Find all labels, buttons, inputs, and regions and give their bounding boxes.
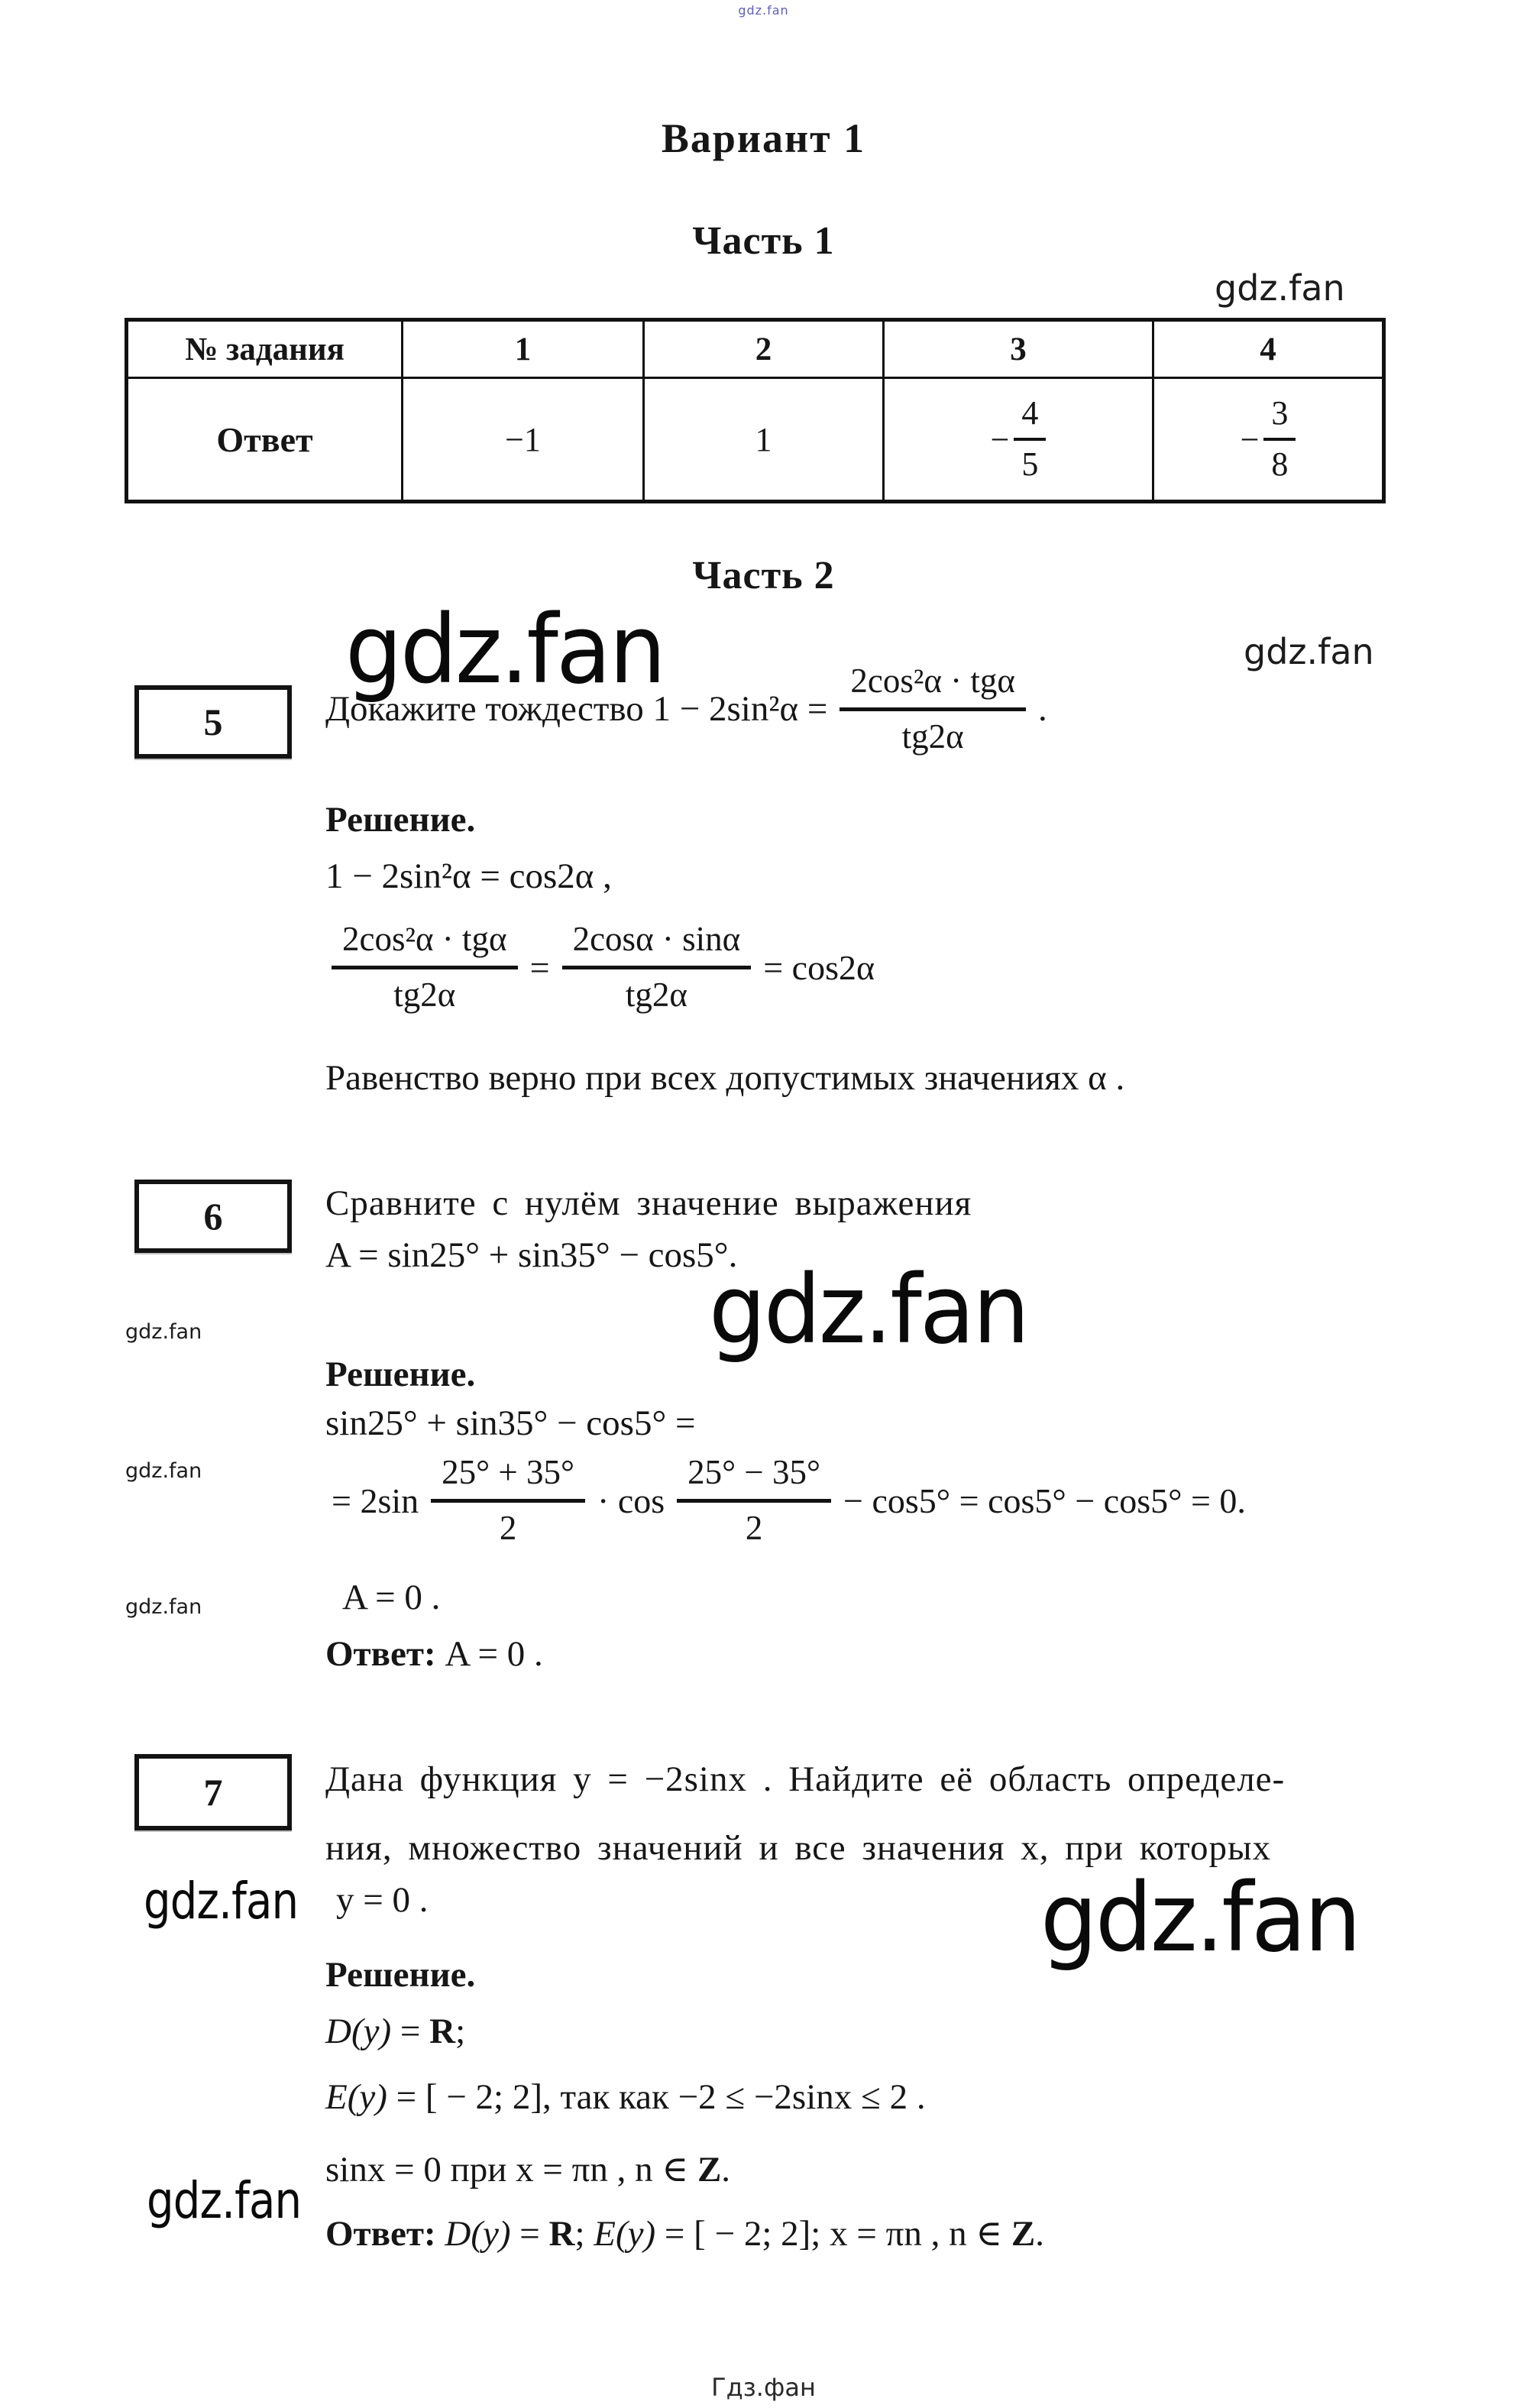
answer-cell-2: 1 — [644, 378, 884, 502]
watermark-site-2: gdz.fan — [1244, 631, 1374, 672]
problem-5-statement — [325, 660, 1047, 759]
problem-7-statement-line-3: y = 0 . — [336, 1880, 429, 1920]
fraction-minus: − — [990, 420, 1010, 458]
problem-7-solution-line-3 — [325, 2148, 730, 2190]
fraction-denominator: tg2α — [393, 975, 456, 1014]
separator: ; — [574, 2214, 594, 2254]
fraction-numerator: 3 — [1263, 394, 1296, 441]
answer-value: A = 0 . — [445, 1634, 543, 1674]
problem-5-statement-period: . — [1037, 689, 1047, 730]
equals-sign: = — [529, 947, 550, 987]
problem-7-solution-line-1 — [325, 2011, 465, 2052]
function-e-of-y: E(y) — [325, 2077, 387, 2117]
watermark-left-2: gdz.fan — [125, 1459, 202, 1483]
period: . — [721, 2150, 731, 2190]
set-r: R — [548, 2214, 575, 2254]
problem-5-statement-text: Докажите тождество 1 − 2sin²α = — [325, 689, 828, 730]
fraction-numerator: 25° + 35° — [431, 1452, 585, 1503]
equation-result: = cos2α — [763, 947, 875, 987]
problem-5-statement-fraction — [840, 660, 1026, 759]
problem-7-answer — [325, 2212, 1044, 2254]
watermark-left-3: gdz.fan — [125, 1595, 202, 1619]
answer-fraction — [1014, 394, 1046, 484]
answer-row-label: Ответ — [127, 378, 403, 502]
fraction-numerator: 2cos²α · tgα — [332, 918, 518, 969]
problem-7-statement-line-2: ния, множество значений и все значения x, при которых — [325, 1828, 1272, 1868]
problem-5-number-box — [134, 685, 292, 759]
table-answer-row — [127, 378, 1384, 502]
equation-fraction-2 — [562, 918, 752, 1017]
heading-part2: Часть 2 — [692, 554, 835, 597]
heading-part1: Часть 1 — [692, 219, 835, 263]
table-task-number-1: 1 — [403, 320, 644, 378]
page-title: Вариант 1 — [661, 115, 866, 161]
set-z: Z — [697, 2150, 722, 2190]
watermark-top: gdz.fan — [738, 3, 789, 18]
answer-label: Ответ: — [325, 1634, 436, 1674]
equals: = — [391, 2012, 430, 2051]
footer-site-name: Гдз.фан — [711, 2373, 816, 2402]
problem-7-number: 7 — [203, 1771, 223, 1814]
fraction-denominator: 2 — [499, 1508, 517, 1547]
set-z: Z — [1011, 2214, 1036, 2254]
problem-5-conclusion: Равенство верно при всех допустимых значениях α . — [325, 1058, 1125, 1098]
problem-6-solution-label: Решение. — [325, 1354, 476, 1394]
problem-6-statement-line-1: Сравните с нулём значение выражения — [325, 1183, 972, 1223]
watermark-inline-7: gdz.fan — [144, 1872, 299, 1931]
fraction-minus: − — [1240, 420, 1260, 458]
fraction-denominator: 8 — [1271, 445, 1289, 483]
problem-7-solution-label: Решение. — [325, 1955, 476, 1995]
answer-cell-4 — [1153, 378, 1384, 502]
table-header-task: № задания — [127, 320, 403, 378]
fraction-numerator: 2cosα · sinα — [562, 918, 752, 969]
problem-5-solution-line-1: 1 − 2sin²α = cos2α , — [325, 856, 612, 896]
watermark-left-1: gdz.fan — [125, 1320, 202, 1344]
fraction-denominator: tg2α — [901, 717, 964, 756]
table-task-number-4: 4 — [1153, 320, 1384, 378]
table-task-number-2: 2 — [644, 320, 884, 378]
equation-middle: · cos — [597, 1481, 665, 1520]
answer-fraction — [1263, 394, 1296, 484]
fraction-numerator: 2cos²α · tgα — [840, 660, 1026, 711]
equation-fraction-1 — [332, 918, 518, 1017]
equation-fraction-2 — [677, 1452, 831, 1550]
equation-end: − cos5° = cos5° − cos5° = 0. — [843, 1481, 1246, 1520]
range-text: = [ − 2; 2], так как −2 ≤ −2sinx ≤ 2 . — [387, 2077, 926, 2117]
problem-5-solution-equation — [332, 918, 875, 1017]
function-d-of-y: D(y) — [325, 2012, 392, 2051]
problem-6-solution-line-1: sin25° + sin35° − cos5° = — [325, 1403, 696, 1443]
problem-7-solution-line-2 — [325, 2076, 926, 2118]
watermark-big-1: gdz.fan — [345, 595, 665, 705]
problem-6-number-box — [134, 1180, 292, 1253]
function-d-of-y: D(y) — [445, 2214, 511, 2254]
answer-cell-1: −1 — [403, 378, 644, 502]
equation-start: = 2sin — [332, 1481, 419, 1520]
fraction-denominator: 2 — [745, 1508, 763, 1547]
fraction-denominator: 5 — [1021, 445, 1039, 483]
answer-label: Ответ: — [325, 2214, 436, 2254]
problem-5-solution-label: Решение. — [325, 800, 476, 840]
fraction-denominator: tg2α — [625, 975, 687, 1014]
answer-table — [125, 318, 1386, 503]
watermark-bottom-left: gdz.fan — [147, 2171, 302, 2230]
problem-6-solution-equation — [332, 1452, 1246, 1550]
roots-value: x = πn , n ∈ — [830, 2214, 1011, 2254]
semicolon: ; — [455, 2012, 466, 2051]
range-value: = [ − 2; 2]; — [655, 2214, 830, 2254]
answer-cell-3 — [884, 378, 1153, 502]
problem-7-statement-line-1: Дана функция y = −2sinx . Найдите её область определе- — [325, 1759, 1286, 1799]
function-e-of-y: E(y) — [594, 2214, 656, 2254]
watermark-big-2: gdz.fan — [709, 1255, 1028, 1365]
watermark-site-1: gdz.fan — [1215, 267, 1345, 309]
problem-6-number: 6 — [203, 1195, 223, 1238]
problem-7-number-box — [134, 1754, 292, 1830]
equation-fraction-1 — [431, 1452, 585, 1550]
problem-6-answer — [325, 1633, 543, 1675]
period: . — [1035, 2214, 1044, 2254]
table-task-number-3: 3 — [884, 320, 1153, 378]
problem-5-number: 5 — [203, 701, 223, 743]
problem-6-statement-line-2: A = sin25° + sin35° − cos5°. — [325, 1235, 738, 1275]
problem-6-solution-line-3: A = 0 . — [342, 1578, 441, 1617]
watermark-big-3: gdz.fan — [1040, 1863, 1360, 1973]
roots-text: sinx = 0 при x = πn , n ∈ — [325, 2150, 697, 2190]
table-header-row — [127, 320, 1384, 378]
fraction-numerator: 25° − 35° — [677, 1452, 831, 1503]
fraction-numerator: 4 — [1014, 394, 1046, 441]
set-r: R — [429, 2012, 456, 2051]
equals: = — [510, 2214, 549, 2254]
